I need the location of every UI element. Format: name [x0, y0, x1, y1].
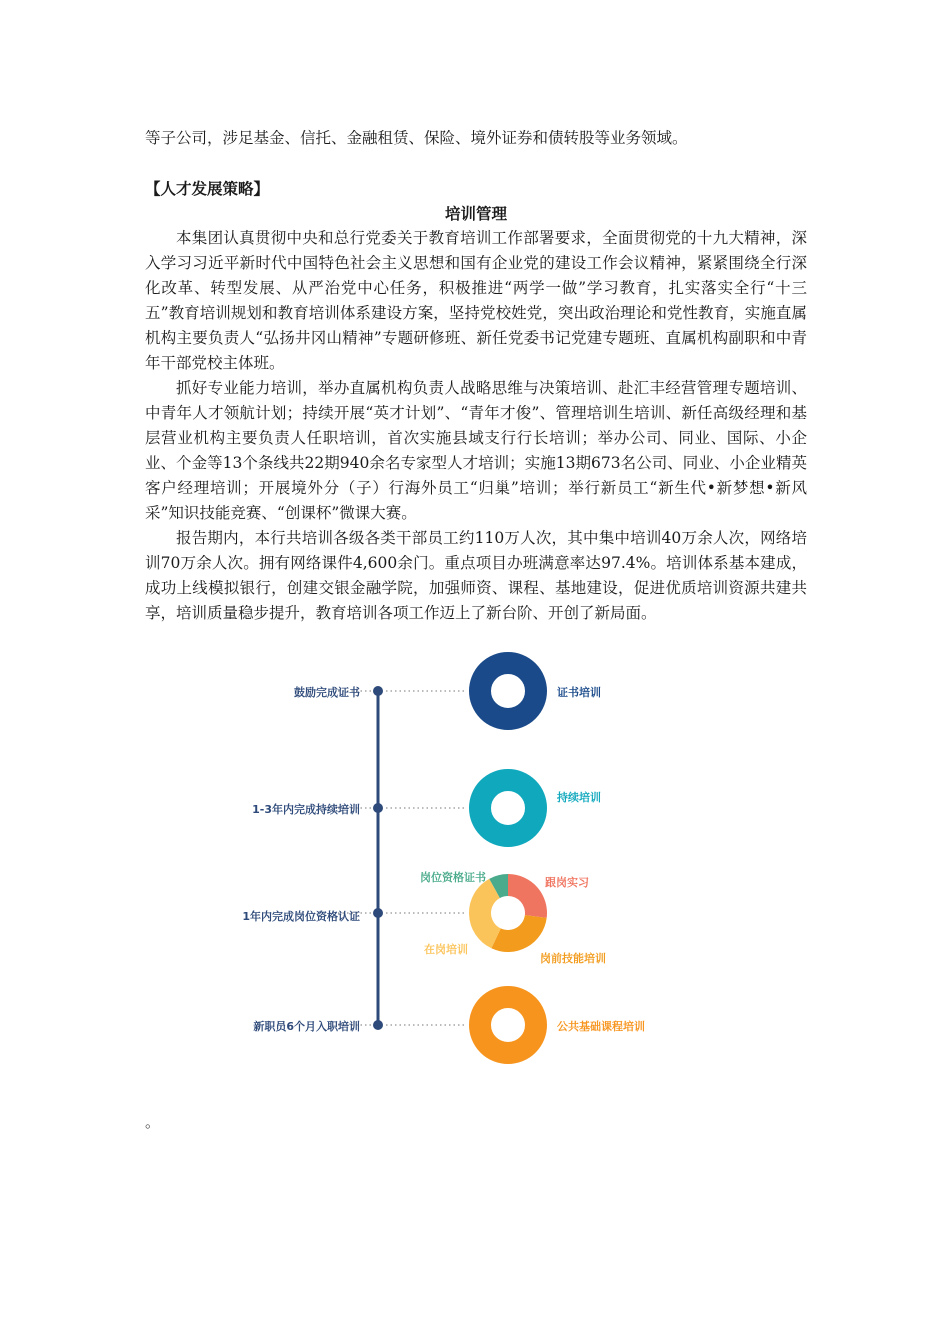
donut-ring: [480, 780, 536, 836]
stage-right-label: 公共基础课程培训: [557, 1020, 645, 1033]
paragraph: 抓好专业能力培训，举办直属机构负责人战略思维与决策培训、赴汇丰经营管理专题培训、中青年人才领航计划；持续开展“英才计划”、“青年才俊”、管理培训生培训、新任高级经理和基层营业机构主要负责人任职培训，首次实施县域支行行长培训；举办公司、同业、国际、小企业、个金等13个条线共22期940余名专家型人才培训；实施13期673名公司、同业、小企业精英客户经理培训；开展境外分（子）行海外员工“归巢”培训；举行新员工“新生代•新梦想•新风采”知识技能竞赛、“创课杯”微课大赛。: [145, 379, 807, 522]
segment-label: 岗前技能培训: [540, 952, 606, 965]
timeline-node: [373, 686, 383, 696]
stage-left-label: 新职员6个月入职培训: [253, 1020, 360, 1033]
body-text: [145, 226, 807, 626]
donut-segment: [491, 915, 546, 952]
stage-left-label: 1-3年内完成持续培训: [252, 803, 360, 816]
paragraph: 本集团认真贯彻中央和总行党委关于教育培训工作部署要求，全面贯彻党的十九大精神，深入学习习近平新时代中国特色社会主义思想和国有企业党的建设工作会议精神，紧紧围绕全行深化改革、转型发展、从严治党中心任务，积极推进“两学一做”学习教育，扎实落实全行“十三五”教育培训规划和教育培训体系建设方案，坚持党校姓党，突出政治理论和党性教育，实施直属机构主要负责人“弘扬井冈山精神”专题研修班、新任党委书记党建专题班、直属机构副职和中青年干部党校主体班。: [145, 229, 807, 372]
donut-ring: [480, 663, 536, 719]
segment-label: 跟岗实习: [545, 876, 589, 889]
end-mark: 。: [145, 1113, 161, 1131]
stage-left-label: 1年内完成岗位资格认证: [242, 910, 360, 923]
diagram-graphics: [225, 645, 665, 1070]
donut-ring: [480, 997, 536, 1053]
timeline-node: [373, 1020, 383, 1030]
donut-segment: [508, 874, 547, 918]
stage-left-label: 鼓励完成证书: [294, 686, 360, 699]
stage-right-label: 持续培训: [557, 791, 601, 804]
continuation-line: 等子公司，涉足基金、信托、金融租赁、保险、境外证券和债转股等业务领域。: [145, 129, 688, 147]
subtitle: 培训管理: [444, 204, 507, 223]
timeline-node: [373, 803, 383, 813]
segment-label: 在岗培训: [424, 943, 468, 956]
timeline-node: [373, 908, 383, 918]
paragraph: 报告期内，本行共培训各级各类干部员工约110万人次，其中集中培训40万余人次，网络培训70万余人次。拥有网络课件4,600余门。重点项目办班满意率达97.4%。培训体系基本建成，成功上线模拟银行，创建交银金融学院，加强师资、课程、基地建设，促进优质培训资源共建共享，培训质量稳步提升，教育培训各项工作迈上了新台阶、开创了新局面。: [145, 529, 807, 622]
section-heading: 【人才发展策略】: [145, 179, 270, 198]
stage-right-label: 证书培训: [557, 686, 601, 699]
training-diagram: [225, 645, 665, 1070]
segment-label: 岗位资格证书: [420, 871, 486, 884]
